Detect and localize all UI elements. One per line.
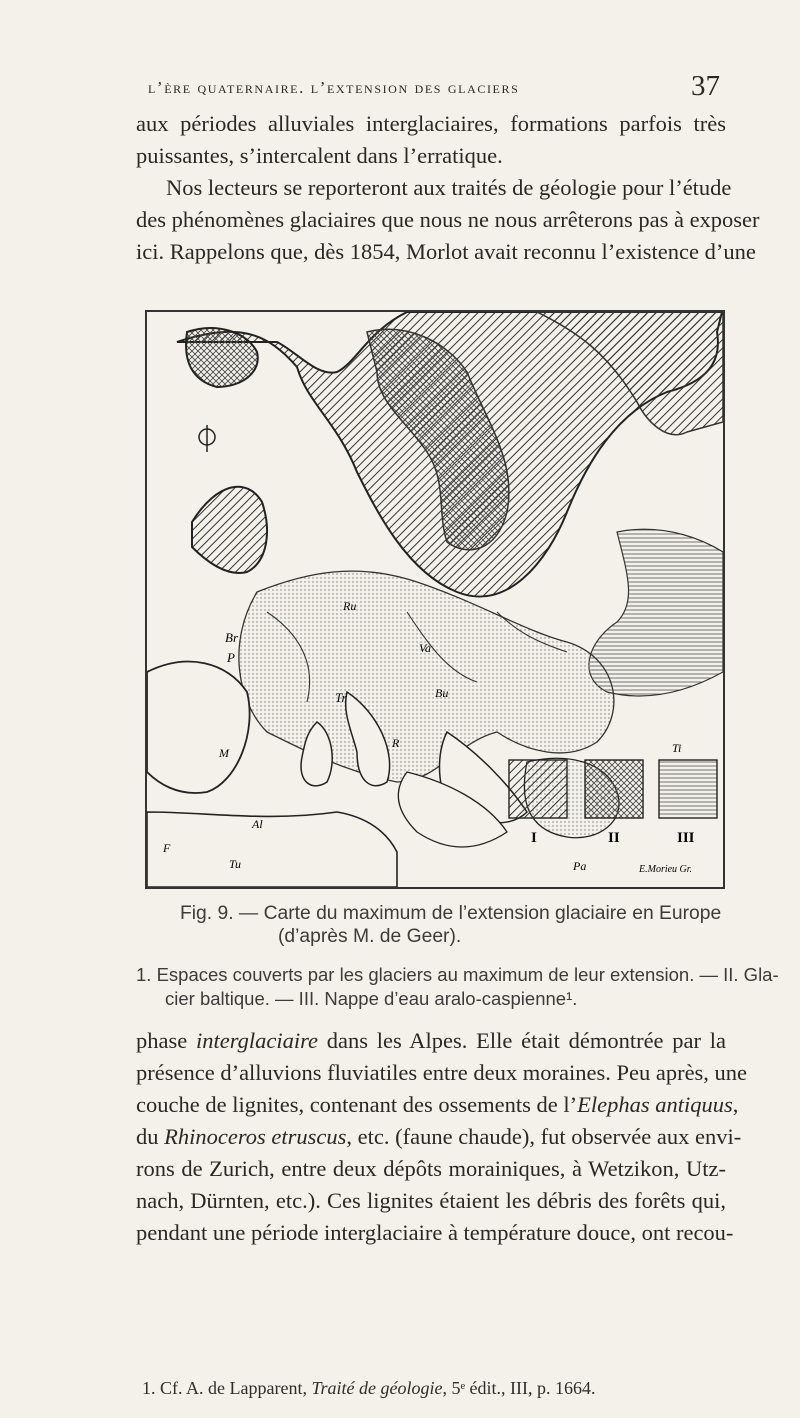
text-line: présence d’alluvions fluviatiles entre deux moraines. Peu après, une xyxy=(136,1060,748,1085)
text-line: puissantes, s’intercalent dans l’erratique. xyxy=(136,143,503,168)
text-line: pendant une période interglaciaire à température douce, ont recou- xyxy=(136,1220,734,1245)
legend-line: cier baltique. — III. Nappe d’eau aralo-caspienne¹. xyxy=(165,988,578,1009)
text-line: nach, Dürnten, etc.). Ces lignites étaient les débris des forêts qui, xyxy=(136,1188,726,1213)
legend-box-iii xyxy=(659,760,717,818)
map-label-r: R xyxy=(392,736,400,750)
text-line: des phénomènes glaciaires que nous ne nous arrêterons pas à exposer xyxy=(136,207,760,232)
text-line: aux périodes alluviales interglaciaires, formations parfois très xyxy=(136,111,726,136)
text-line: couche de lignites, contenant des ossements de l’Elephas antiquus, xyxy=(136,1092,739,1117)
text-line: du Rhinoceros etruscus, etc. (faune chaude), fut observée aux envi- xyxy=(136,1124,742,1149)
legend-line: 1. Espaces couverts par les glaciers au maximum de leur extension. — II. Gla- xyxy=(136,964,779,985)
running-head xyxy=(148,70,720,100)
map-label-bu: Bu xyxy=(435,686,449,700)
legend-label-iii: III xyxy=(677,830,695,846)
map-label-br: Br xyxy=(225,630,238,645)
body-text-top xyxy=(136,108,760,268)
figure-legend xyxy=(136,963,779,1011)
figure-caption xyxy=(180,902,740,948)
map-label-f: F xyxy=(163,841,171,855)
legend-box-i xyxy=(509,760,567,818)
map-label-al: Al xyxy=(252,817,263,831)
map-label-ti: Ti xyxy=(672,741,682,755)
map-label-pa: Pa xyxy=(573,859,587,873)
map-label-p: P xyxy=(227,650,235,665)
legend-label-ii: II xyxy=(608,830,620,846)
europe-glacial-map xyxy=(147,312,723,887)
map-label-tu: Tu xyxy=(229,857,242,871)
engraver-signature: E.Morieu Gr. xyxy=(639,864,693,875)
map-label-tr: Tr xyxy=(335,690,347,705)
glacier-map-figure xyxy=(145,310,725,889)
text-line: ici. Rappelons que, dès 1854, Morlot avait reconnu l’existence d’une xyxy=(136,239,756,264)
map-label-va: Va xyxy=(419,641,431,655)
footnote: 1. Cf. A. de Lapparent, Traité de géologie, 5ᵉ édit., III, p. 1664. xyxy=(142,1378,596,1398)
legend-label-i: I xyxy=(531,830,537,846)
text-line: phase interglaciaire dans les Alpes. Elle était démontrée par la xyxy=(136,1028,726,1053)
caption-main: Fig. 9. — Carte du maximum de l’extension glaciaire en Europe xyxy=(180,903,722,924)
text-line: rons de Zurich, entre deux dépôts morainiques, à Wetzikon, Utz- xyxy=(136,1156,726,1181)
running-title: l’ère quaternaire. l’extension des glaciers xyxy=(148,78,520,97)
body-text-bottom xyxy=(136,1025,748,1249)
page-number: 37 xyxy=(691,70,720,102)
caption-sub: (d’après M. de Geer). xyxy=(278,926,462,947)
legend-box-ii xyxy=(585,760,643,818)
map-label-ru: Ru xyxy=(343,599,357,613)
text-line: Nos lecteurs se reporteront aux traités de géologie pour l’étude xyxy=(166,175,732,200)
map-label-m: M xyxy=(219,746,229,760)
